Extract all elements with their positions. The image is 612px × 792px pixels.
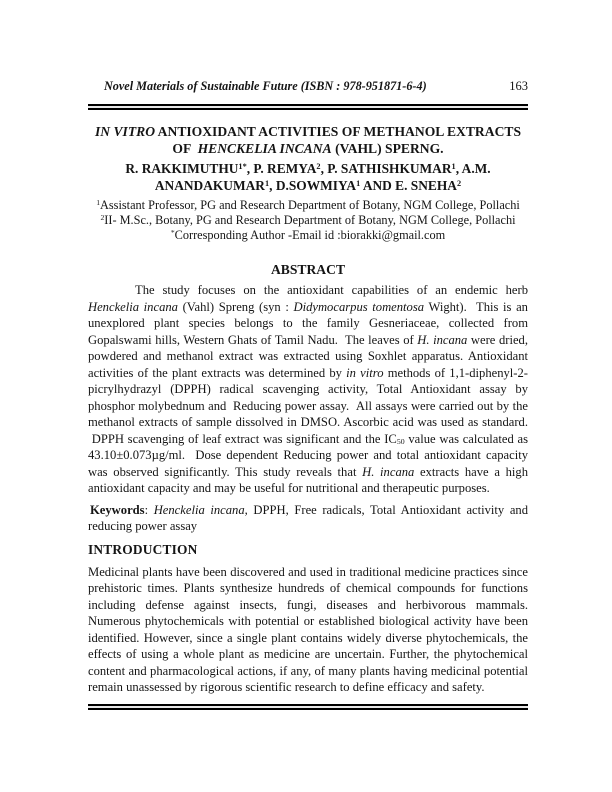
page-content	[88, 79, 528, 710]
page-number: 163	[509, 79, 528, 93]
author-line-2: ANANDAKUMAR$^1$, D.SOWMIYA$^1$ AND E. SNEHA$^2$	[154, 177, 462, 193]
footer-rule	[88, 704, 528, 710]
author-list	[88, 161, 528, 194]
paper-title	[88, 124, 528, 157]
author-line-1: R. $RAKKIMUTHU^{1*}$, P. REMYA$^2$, P. SATHISHKUMAR$^1$, A.M.	[125, 161, 491, 176]
introduction-paragraph: Medicinal plants have been discovered and used in traditional medicine practices since prehistoric times. Plants synthesize hundreds of chemical compounds for functions including defense against insects, fungi, diseases and herbivorous mammals. Numerous phytochemicals with potential or established biological activity have been identified. However, since a single plant contains widely diverse phytochemicals, the effects of using a whole plant as medicine are uncertain. Further, the phytochemical content and pharmacological actions, if any, of many plants having medicinal potential remain unassessed by rigorous scientific research to define efficacy and safety.	[88, 564, 528, 694]
abstract-paragraph: The study focuses on the antioxidant capabilities of an endemic herb Henckelia incana (Vahl) Spreng (syn : Didymocarpus tomentosa Wight). This is an unexplored plant species belongs to the family Gesneriaceae, collected from Gopalswami hills, Western Ghats of Tamil Nadu. The leaves of H. incana were dried, powdered and methanol extract was extracted using Soxhlet apparatus. Antioxidant activities of the plant extracts was determined by in vitro methods of 1,1-diphenyl-2-picrylhydrazyl (DPPH) radical scavenging activity, Total Antioxidant assay by phosphor molybednum and Reducing power assay. All assays were carried out by the methanol extracts of sample dissolved in DMSO. Ascorbic acid was used as standard. DPPH scavenging of leaf extract was significant and the IC50 value was calculated as 43.10±0.073µg/ml. Dose dependent Reducing power and total antioxidant capacity was observed significantly. This study reveals that H. incana extracts have a high antioxidant capacity and may be useful for nutritional and therapeutic purposes.	[88, 283, 528, 495]
affiliation-line-1: $^1$Assistant Professor, PG and Research Department of Botany, NGM College, Pollachi	[96, 198, 520, 212]
running-header	[88, 79, 528, 93]
header-rule	[88, 104, 528, 110]
paper-title-line-1: IN VITRO ANTIOXIDANT ACTIVITIES OF METHANOL EXTRACTS	[94, 124, 522, 139]
paper-title-line-2: OF HENCKELIA INCANA (VAHL) SPERNG.	[172, 140, 444, 156]
journal-title: Novel Materials of Sustainable Future (ISBN : 978-951871-6-4)	[104, 79, 427, 93]
corresponding-author-line: *Corresponding Author -Email id :biorakki@gmail.com	[170, 228, 446, 242]
affiliation-line-2: $^2$II- M.Sc., Botany, PG and Research Department of Botany, NGM College, Pollachi	[100, 213, 516, 227]
affiliations	[88, 198, 528, 243]
abstract-heading: ABSTRACT	[270, 262, 346, 277]
introduction-heading: INTRODUCTION	[88, 541, 198, 557]
keywords-line: Keywords: Henckelia incana, DPPH, Free radicals, Total Antioxidant activity and reducing power assay	[88, 502, 529, 533]
